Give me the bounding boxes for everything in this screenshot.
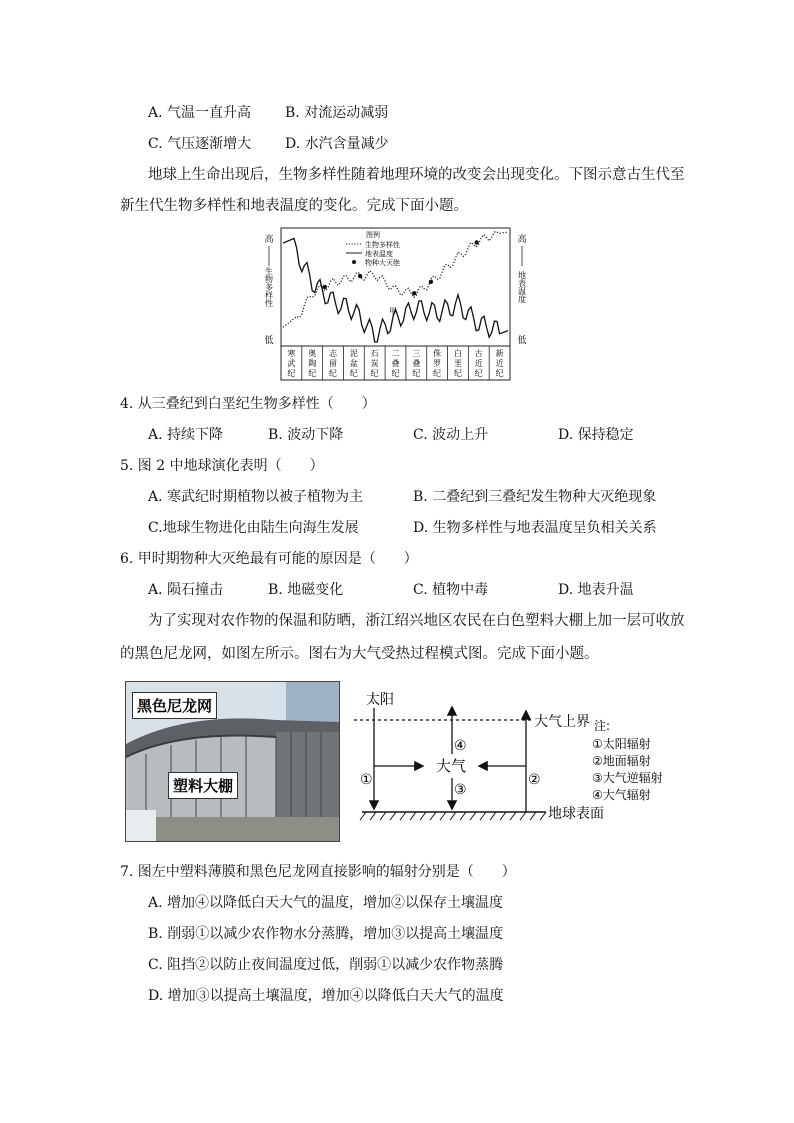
q6-option-b: B. 地磁变化 [268, 582, 344, 598]
ground-hatching [360, 812, 546, 820]
period-label-char: 奥 [308, 349, 317, 358]
period-label-char: 纪 [287, 369, 296, 378]
intro1-line1: 地球上生命出现后，生物多样性随着地理环境的改变会出现变化。下图示意古生代至 [148, 167, 685, 183]
q7-option-c: C. 阻挡②以防止夜间温度过低，削弱①以减少农作物蒸腾 [148, 957, 504, 973]
q7-option-a: A. 增加④以降低白天大气的温度，增加②以保存土壤温度 [148, 895, 504, 911]
period-label-char: 纪 [349, 369, 358, 378]
y-low-right: 低 [517, 336, 527, 346]
period-label-char: 纪 [412, 369, 421, 378]
q4-stem: 4. 从三叠纪到白垩纪生物多样性（ ） [120, 396, 376, 412]
y-axis-label-left: 生物多样性 [264, 267, 274, 307]
q4-option-c: C. 波动上升 [413, 427, 489, 443]
period-label-char: 石 [370, 349, 379, 358]
note-4: ④大气辐射 [592, 788, 651, 802]
period-label-char: 近 [474, 359, 483, 368]
legend-extinction: 物种大灭绝 [365, 259, 400, 267]
period-label-char: 炭 [370, 359, 379, 368]
label-n3: ③ [454, 782, 467, 798]
q6-option-a: A. 陨石撞击 [148, 582, 224, 598]
y-high-right: 高 [517, 235, 527, 245]
legend-title: 图例 [366, 231, 380, 239]
extinction-points [323, 240, 479, 295]
period-label-char: 白 [453, 349, 462, 358]
q6-stem: 6. 甲时期物种大灭绝最有可能的原因是（ ） [120, 551, 418, 567]
q3-option-d: D. 水汽含量减少 [285, 136, 389, 152]
label-black-nylon-net: 黑色尼龙网 [132, 692, 217, 719]
period-labels [287, 348, 503, 378]
period-label-char: 纪 [391, 369, 400, 378]
series-surface-temperature [283, 238, 508, 342]
y-high-left: 高 [264, 235, 274, 245]
period-label-char: 纪 [495, 369, 504, 378]
extinction-point [429, 280, 433, 284]
period-label-char: 陶 [308, 359, 317, 368]
intro2-line1: 为了实现对农作物的保温和防晒，浙江绍兴地区农民在白色塑料大棚上加一层可收放 [148, 613, 685, 629]
period-label-char: 泥 [349, 349, 358, 358]
q3-option-a: A. 气温一直升高 [148, 105, 252, 121]
period-label-char: 纪 [474, 369, 483, 378]
period-label-char: 志 [329, 349, 338, 358]
intro1-line2: 新生代生物多样性和地表温度的变化。完成下面小题。 [120, 198, 468, 214]
q7-option-b: B. 削弱①以减少农作物水分蒸腾，增加③以提高土壤温度 [148, 926, 504, 942]
legend-swatch-extinction [352, 260, 356, 264]
period-label-char: 盆 [349, 359, 358, 368]
q3-option-b: B. 对流运动减弱 [285, 105, 389, 121]
y-axis-label-right: 地表温度 [517, 271, 527, 303]
y-low-left: 低 [264, 336, 274, 346]
period-label-char: 纪 [433, 369, 442, 378]
q4-option-d: D. 保持稳定 [558, 427, 634, 443]
q4-option-b: B. 波动下降 [268, 427, 344, 443]
legend-temperature: 地表温度 [365, 250, 393, 258]
q3-option-c: C. 气压逐渐增大 [148, 136, 252, 152]
q5-stem: 5. 图 2 中地球演化表明（ ） [120, 458, 324, 474]
extinction-point [358, 274, 362, 278]
intro2-line2: 的黑色尼龙网，如图左所示。图右为大气受热过程模式图。完成下面小题。 [120, 646, 599, 662]
greenhouse-photo [125, 681, 340, 842]
period-label-char: 二 [391, 349, 400, 358]
period-label-char: 寒 [287, 349, 296, 358]
q5-option-b: B. 二叠纪到三叠纪发生物种大灭绝现象 [413, 489, 657, 505]
note-1: ①太阳辐射 [592, 737, 651, 751]
label-plastic-greenhouse: 塑料大棚 [168, 772, 238, 799]
legend-diversity: 生物多样性 [365, 241, 400, 249]
period-label-char: 纪 [329, 369, 338, 378]
label-n2: ② [528, 772, 541, 788]
biodiversity-chart [258, 222, 530, 384]
label-atmosphere: 大气 [436, 757, 467, 775]
q5-option-a: A. 寒武纪时期植物以被子植物为主 [148, 489, 364, 505]
period-label-char: 武 [287, 359, 296, 368]
period-label-char: 垩 [453, 359, 462, 368]
q4-option-a: A. 持续下降 [148, 427, 224, 443]
note-2: ②地面辐射 [592, 754, 651, 768]
period-label-char: 叠 [391, 359, 400, 368]
q5-option-d: D. 生物多样性与地表温度呈负相关关系 [413, 520, 657, 536]
q6-option-c: C. 植物中毒 [413, 582, 489, 598]
extinction-point [323, 285, 327, 289]
q7-stem: 7. 图左中塑料薄膜和黑色尼龙网直接影响的辐射分别是（ ） [120, 864, 516, 880]
period-label-char: 古 [474, 349, 483, 358]
label-ground: 地球表面 [548, 806, 604, 822]
q6-option-d: D. 地表升温 [558, 582, 634, 598]
label-n4: ④ [454, 738, 467, 754]
period-label-char: 侏 [433, 349, 442, 358]
period-label-char: 留 [329, 359, 338, 368]
extinction-point [475, 240, 479, 244]
period-label-char: 三 [412, 349, 421, 358]
period-label-char: 近 [495, 359, 504, 368]
note-3: ③大气逆辐射 [592, 771, 663, 785]
period-label-char: 新 [495, 349, 504, 358]
marker-jia: 甲 [389, 307, 397, 316]
period-label-char: 纪 [370, 369, 379, 378]
period-label-char: 纪 [308, 369, 317, 378]
label-n1: ① [360, 772, 373, 788]
label-atmosphere-top: 大气上界 [534, 714, 590, 730]
q7-option-d: D. 增加③以提高土壤温度，增加④以降低白天大气的温度 [148, 988, 504, 1004]
q5-option-c: C.地球生物进化由陆生向海生发展 [148, 520, 359, 536]
period-label-char: 罗 [433, 359, 442, 368]
period-label-char: 叠 [412, 359, 421, 368]
period-label-char: 纪 [453, 369, 462, 378]
notes-title: 注: [594, 719, 611, 733]
label-sun: 太阳 [366, 692, 394, 708]
extinction-point [412, 291, 416, 295]
atmospheric-heating-diagram [354, 684, 674, 824]
